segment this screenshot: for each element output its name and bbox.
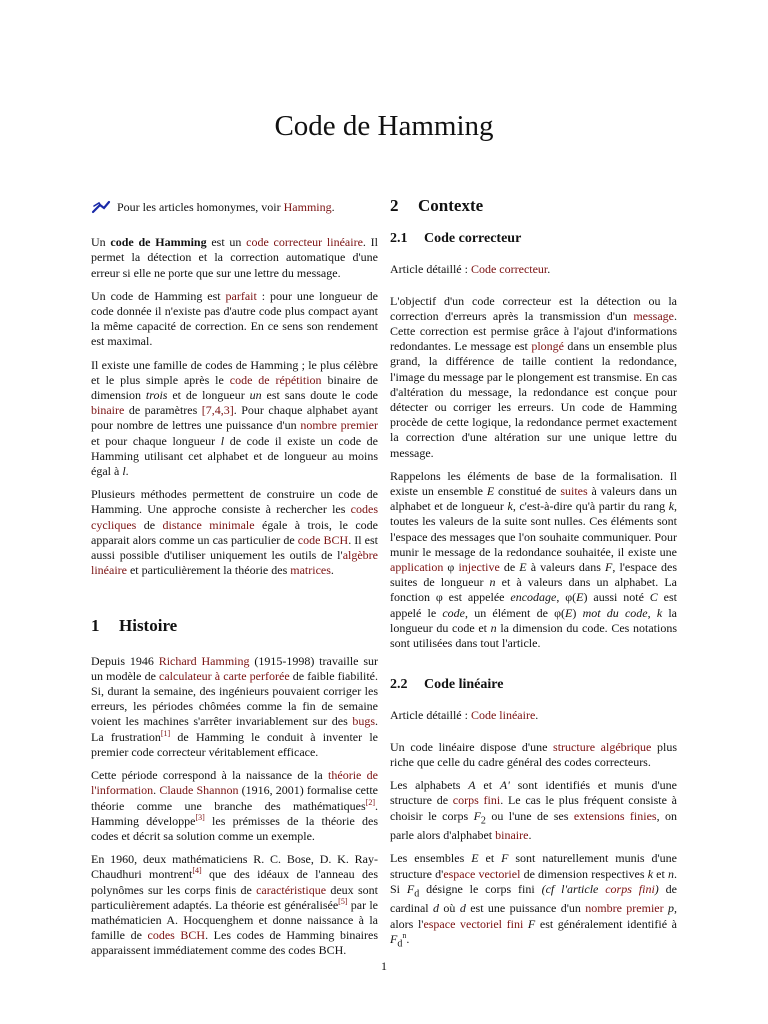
left-column xyxy=(91,200,378,967)
link-codes-cycliques[interactable]: codes cycliques xyxy=(91,502,378,532)
bold-term: code de Hamming xyxy=(110,235,207,250)
subsection-heading-code-lineaire: 2.2 Code linéaire xyxy=(390,677,504,693)
link-injective[interactable]: injective xyxy=(458,560,500,575)
link-richard-hamming[interactable]: Richard Hamming xyxy=(158,653,250,668)
section-heading-contexte: 2 Contexte xyxy=(390,196,484,215)
intro-paragraph-2: Un code de Hamming est parfait : pour une longueur de code donnée il n'existe pas d'autre code plus compact ayant la même capacité de correction. En ce sens son rendement est maximal. xyxy=(91,288,379,349)
link-detail-code-lineaire[interactable]: Code linéaire xyxy=(470,708,536,723)
link-application[interactable]: application xyxy=(390,560,444,575)
link-extensions-finies[interactable]: extensions finies xyxy=(573,808,657,823)
subsection-heading-code-correcteur: 2.1 Code correcteur xyxy=(390,231,522,247)
link-caracteristique[interactable]: caractéristique xyxy=(256,882,327,897)
link-codes-bch[interactable]: codes BCH xyxy=(147,928,206,943)
link-espace-vectoriel[interactable]: espace vectoriel xyxy=(443,866,521,881)
intro-paragraph-3: Il existe une famille de codes de Hamming ; le plus célèbre et le plus simple après le code de répétition binaire de dimension trois et de longueur un est sans doute le code binaire de paramètres [7,4,3]. Pour chaque alphabet ayant pour nombre de lettres une puissance d'un nombre premier et pour chaque longueur l de code il existe un code de Hamming utilisant cet alphabet et de longueur au moins égal à l. xyxy=(91,357,379,479)
link-distance-minimale[interactable]: distance minimale xyxy=(162,517,255,532)
histoire-paragraph-2: Cette période correspond à la naissance de la théorie de l'information. Claude Shannon (1916, 2001) formalise cette théorie comme une branche des mathématiques[2]. Hamming développe[3] les prémisses de la théorie des codes et décrit sa solution comme un exemple. xyxy=(91,768,378,843)
lineaire-paragraph-2: Les alphabets A et A' sont identifiés et munis d'une structure de corps fini. Le cas le plus fréquent consiste à choisir le corps $F_2$ ou l'une de ses extensions finies, on parle alors d'alphabet binaire. xyxy=(390,778,678,843)
link-parametres[interactable]: [7,4,3] xyxy=(201,403,234,418)
lineaire-paragraph-3: Les ensembles E et F sont naturellement munis d'une structure d'espace vectoriel de dimension respectives k et n. Si $F_d$ désigne le corps fini (cf l'article corps fini) de cardinal d où d est une puissance d'un nombre premier p, alors l'espace vectoriel fini F est généralement identifié à $F_d^n$. xyxy=(390,851,677,950)
homonym-note: Pour les articles homonymes, voir Hamming. xyxy=(91,200,378,215)
link-claude-shannon[interactable]: Claude Shannon xyxy=(159,783,239,798)
link-message[interactable]: message xyxy=(633,308,674,323)
page-number: 1 xyxy=(381,959,387,973)
detail-article-code-lineaire: Article détaillé : Code linéaire. xyxy=(390,708,539,723)
histoire-paragraph-3: En 1960, deux mathématiciens R. C. Bose, D. K. Ray-Chaudhuri montrent[4] que des idéaux de l'anneau des polynômes sur les corps finis de caractéristique deux sont particulièrement adaptés. La théorie est généralisée[5] par le mathématicien A. Hocquenghem et donne naissance à la famille de codes BCH. Les codes de Hamming binaires apparaissent immédiatement comme des codes BCH. xyxy=(91,852,379,958)
link-theorie-information[interactable]: théorie de l'information xyxy=(91,768,378,798)
right-column xyxy=(390,198,677,959)
link-calculateur[interactable]: calculateur à carte perforée xyxy=(159,668,290,683)
detail-article-code-correcteur: Article détaillé : Code correcteur. xyxy=(390,262,551,277)
ref-5[interactable]: [5] xyxy=(338,896,348,906)
link-corps-fini-2[interactable]: corps fini xyxy=(605,881,655,896)
link-code-de-repetition[interactable]: code de répétition xyxy=(229,372,322,387)
link-binaire-2[interactable]: binaire xyxy=(495,828,529,843)
link-suites[interactable]: suites xyxy=(560,484,588,499)
homonym-link[interactable]: Hamming xyxy=(283,200,332,214)
link-corps-fini[interactable]: corps fini xyxy=(452,793,501,808)
link-code-bch[interactable]: code BCH xyxy=(297,532,349,547)
link-binaire[interactable]: binaire xyxy=(91,403,125,418)
correcteur-paragraph-2: Rappelons les éléments de base de la formalisation. Il existe un ensemble E constitué de suites à valeurs dans un alphabet et de longueur k, c'est-à-dire qu'à partir du rang k, toutes les valeurs de la suite sont nulles. Ces éléments sont l'espace des messages que l'on souhaite communiquer. Pour munir le message de la redondance souhaitée, il existe une application φ injective de E à valeurs dans F, l'espace des suites de longueur n et à valeurs dans un alphabet. La fonction φ est appelée encodage, φ(E) aussi noté C est appelé le code, un élément de φ(E) mot du code, k la longueur du code et n la dimension du code. Ces notations sont utilisées dans tout l'article. xyxy=(390,468,678,651)
lineaire-paragraph-1: Un code linéaire dispose d'une structure algébrique plus riche que celle du cadre général des codes correcteurs. xyxy=(390,739,677,769)
ref-2[interactable]: [2] xyxy=(365,797,375,807)
link-code-correcteur-lineaire[interactable]: code correcteur linéaire xyxy=(246,235,363,250)
intro-paragraph-1: Un code de Hamming est un code correcteur linéaire. Il permet la détection et la correction automatique d'une erreur si elle ne porte que sur une lettre du message. xyxy=(91,235,378,280)
correcteur-paragraph-1: L'objectif d'un code correcteur est la détection ou la correction d'erreurs après la transmission d'un message. Cette correction est permise grâce à l'ajout d'informations redondantes. Le message est plongé dans un ensemble plus grand, la différence de taille contient la redondance, l'image du message par le plongement est transmise. En cas d'altération du message, la redondance est conçue pour détecter ou corriger les erreurs. Un code de Hamming procède de cette logique, la redondance permet exactement la correction d'une altération sur une unique lettre du message. xyxy=(390,293,677,460)
link-nombre-premier[interactable]: nombre premier xyxy=(300,418,378,433)
histoire-paragraph-1: Depuis 1946 Richard Hamming (1915-1998) travaille sur un modèle de calculateur à carte perforée de faible fiabilité. Si, durant la semaine, des ingénieurs pouvaient corriger les erreurs, les périodes chômées comme la fin de semaine voient les machines s'arrêter invariablement sur des bugs. La frustration[1] de Hamming le conduit à inventer le premier code correcteur véritablement efficace. xyxy=(91,653,379,759)
ref-1[interactable]: [1] xyxy=(160,728,171,738)
link-plonge[interactable]: plongé xyxy=(531,339,564,354)
homonym-text: Pour les articles homonymes, voir xyxy=(117,200,281,214)
link-bugs[interactable]: bugs xyxy=(352,714,375,729)
link-algebre-lineaire[interactable]: algèbre linéaire xyxy=(91,548,378,578)
section-heading-histoire: 1 Histoire xyxy=(91,616,178,636)
ref-3[interactable]: [3] xyxy=(195,812,205,822)
intro-paragraph-4: Plusieurs méthodes permettent de construire un code de Hamming. Une approche consiste à rechercher les codes cycliques de distance minimale égale à trois, le code apparait alors comme un cas particulier de code BCH. Il est aussi possible d'utiliser uniquement les outils de l'algèbre linéaire et particulièrement la théorie des matrices. xyxy=(91,487,379,578)
ref-4[interactable]: [4] xyxy=(192,866,202,876)
page-title: Code de Hamming xyxy=(274,110,494,142)
link-structure-algebrique[interactable]: structure algébrique xyxy=(553,739,652,754)
disambiguation-icon xyxy=(91,200,111,214)
link-detail-code-correcteur[interactable]: Code correcteur xyxy=(470,262,548,277)
link-nombre-premier-2[interactable]: nombre premier xyxy=(585,901,664,916)
link-matrices[interactable]: matrices xyxy=(290,563,331,578)
link-espace-vectoriel-fini[interactable]: espace vectoriel fini xyxy=(423,916,524,931)
link-parfait[interactable]: parfait xyxy=(225,288,257,303)
